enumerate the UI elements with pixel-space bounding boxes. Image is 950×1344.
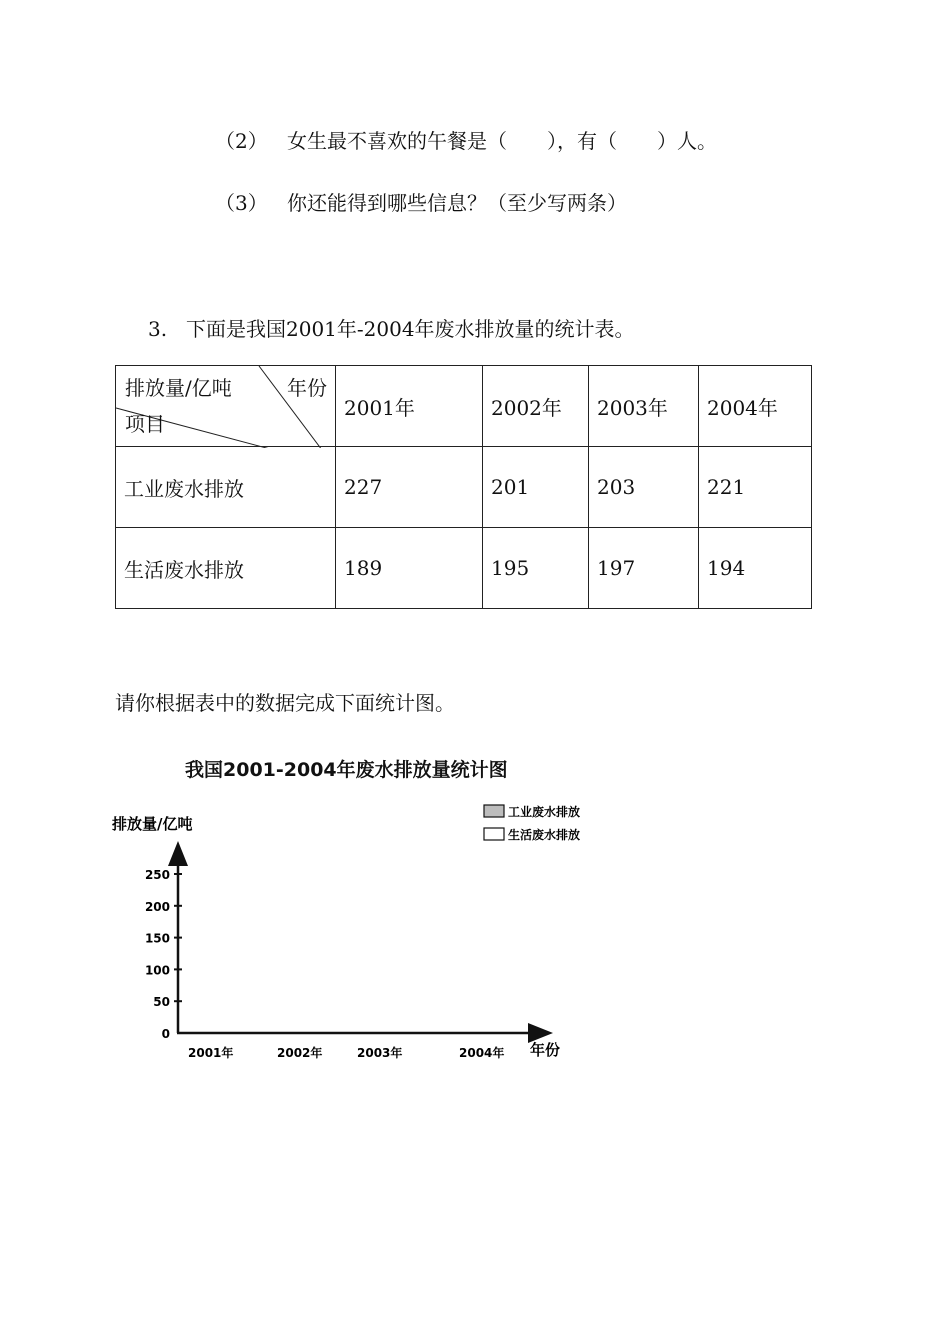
table-cell: 221 (699, 447, 812, 528)
table-cell: 203 (589, 447, 699, 528)
x-axis-label: 年份 (530, 1041, 561, 1059)
legend-label: 工业废水排放 (508, 805, 581, 819)
table-cell: 197 (589, 528, 699, 609)
y-tick-label: 250 (144, 868, 170, 882)
x-tick-label: 2003年 (357, 1046, 403, 1060)
corner-year-label: 年份 (287, 376, 327, 400)
x-tick-label: 2004年 (459, 1046, 505, 1060)
legend-swatch (484, 828, 504, 840)
table-header-year: 2004年 (699, 366, 812, 447)
y-tick-label: 200 (144, 899, 170, 914)
table-cell: 189 (336, 528, 483, 609)
table-cell: 195 (483, 528, 589, 609)
table-cell: 201 (483, 447, 589, 528)
section-3-intro-text: 下面是我国2001年-2004年废水排放量的统计表。 (186, 317, 635, 341)
table-cell: 227 (336, 447, 483, 528)
corner-unit-label: 排放量/亿吨 (125, 376, 232, 400)
y-axis-label: 排放量/亿吨 (112, 815, 193, 833)
y-tick-label: 100 (144, 963, 170, 978)
table-row-label: 生活废水排放 (116, 528, 336, 609)
y-tick-label: 0 (161, 1027, 170, 1041)
legend-label: 生活废水排放 (508, 828, 581, 842)
corner-item-label: 项目 (125, 412, 165, 436)
y-tick-label: 150 (144, 931, 170, 946)
chart-title: 我国2001-2004年废水排放量统计图 (185, 759, 508, 781)
table-row-label: 工业废水排放 (116, 447, 336, 528)
chart-instruction: 请你根据表中的数据完成下面统计图。 (115, 691, 455, 715)
table-cell: 194 (699, 528, 812, 609)
legend-swatch (484, 805, 504, 817)
y-tick-label: 50 (153, 995, 170, 1010)
question-3-number: （3） (215, 191, 268, 215)
x-tick-label: 2002年 (277, 1046, 323, 1060)
question-2-number: （2） (215, 129, 268, 153)
table-header-year: 2002年 (483, 366, 589, 447)
section-3-number: 3. (148, 317, 168, 341)
question-3-text: 你还能得到哪些信息？（至少写两条） (287, 191, 627, 215)
question-2-text: 女生最不喜欢的午餐是（ ），有（ ）人。 (287, 129, 717, 153)
x-tick-label: 2001年 (188, 1046, 234, 1060)
table-header-year: 2003年 (589, 366, 699, 447)
table-header-year: 2001年 (336, 366, 483, 447)
